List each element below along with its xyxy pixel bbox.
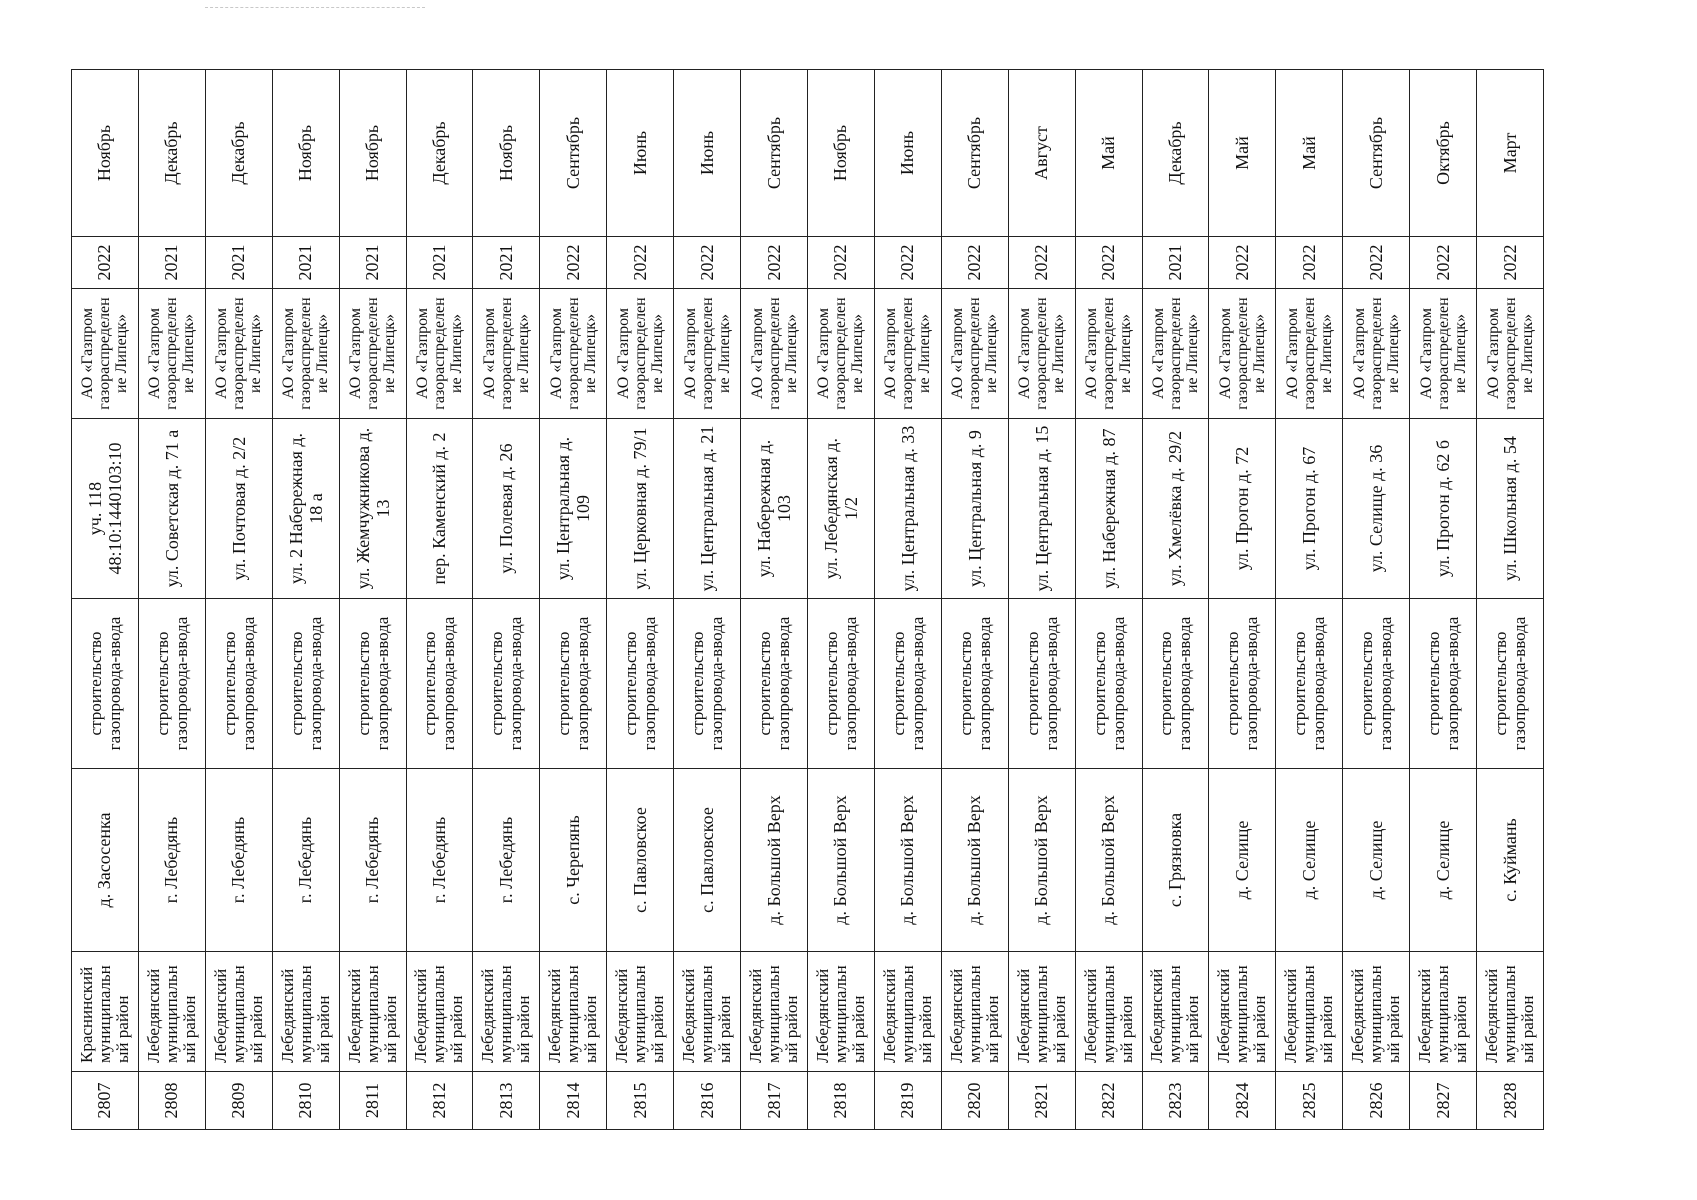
address-cell: ул. Центральная д. 9 [941, 419, 1008, 599]
organization-cell: АО «Газпром газораспределение Липецк» [1343, 289, 1410, 419]
month-cell: Сентябрь [941, 70, 1008, 237]
table-row [540, 70, 607, 1130]
scan-artifact-line [205, 7, 425, 8]
address-cell: ул. Почтовая д. 2/2 [205, 419, 272, 599]
year-cell: 2022 [874, 237, 941, 289]
district-cell: Лебедянский муниципальный район [807, 952, 874, 1072]
district-cell: Лебедянский муниципальный район [1209, 952, 1276, 1072]
table-row [1142, 70, 1209, 1130]
document-page [71, 70, 1544, 1130]
locality-cell: с. Куймань [1477, 769, 1544, 952]
work-type-cell: строительство газопровода-ввода [674, 599, 741, 769]
row-number: 2807 [72, 1072, 139, 1130]
work-type-cell: строительство газопровода-ввода [741, 599, 808, 769]
row-number: 2819 [874, 1072, 941, 1130]
work-type-cell: строительство газопровода-ввода [72, 599, 139, 769]
organization-cell: АО «Газпром газораспределение Липецк» [1410, 289, 1477, 419]
year-cell: 2021 [473, 237, 540, 289]
row-number: 2826 [1343, 1072, 1410, 1130]
district-cell: Лебедянский муниципальный район [406, 952, 473, 1072]
work-type-cell: строительство газопровода-ввода [807, 599, 874, 769]
row-number: 2820 [941, 1072, 1008, 1130]
month-cell: Сентябрь [540, 70, 607, 237]
locality-cell: д. Селище [1209, 769, 1276, 952]
organization-cell: АО «Газпром газораспределение Липецк» [1477, 289, 1544, 419]
month-cell: Июнь [674, 70, 741, 237]
locality-cell: с. Павловское [607, 769, 674, 952]
table-row [941, 70, 1008, 1130]
month-cell: Декабрь [138, 70, 205, 237]
locality-cell: д. Большой Верх [807, 769, 874, 952]
work-type-cell: строительство газопровода-ввода [1276, 599, 1343, 769]
locality-cell: д. Селище [1410, 769, 1477, 952]
address-cell: ул. Центральная д. 33 [874, 419, 941, 599]
row-number: 2825 [1276, 1072, 1343, 1130]
month-cell: Март [1477, 70, 1544, 237]
work-type-cell: строительство газопровода-ввода [138, 599, 205, 769]
month-cell: Август [1008, 70, 1075, 237]
address-cell: ул. Прогон д. 72 [1209, 419, 1276, 599]
table-row [607, 70, 674, 1130]
work-type-cell: строительство газопровода-ввода [339, 599, 406, 769]
row-number: 2827 [1410, 1072, 1477, 1130]
year-cell: 2022 [741, 237, 808, 289]
address-cell: ул. Хмелёвка д. 29/2 [1142, 419, 1209, 599]
row-number: 2815 [607, 1072, 674, 1130]
row-number: 2823 [1142, 1072, 1209, 1130]
district-cell: Лебедянский муниципальный район [741, 952, 808, 1072]
organization-cell: АО «Газпром газораспределение Липецк» [807, 289, 874, 419]
organization-cell: АО «Газпром газораспределение Липецк» [741, 289, 808, 419]
row-number: 2816 [674, 1072, 741, 1130]
year-cell: 2022 [1209, 237, 1276, 289]
month-cell: Октябрь [1410, 70, 1477, 237]
year-cell: 2021 [205, 237, 272, 289]
district-cell: Краснинский муниципальный район [72, 952, 139, 1072]
district-cell: Лебедянский муниципальный район [941, 952, 1008, 1072]
table-row [1343, 70, 1410, 1130]
month-cell: Декабрь [205, 70, 272, 237]
month-cell: Май [1276, 70, 1343, 237]
work-type-cell: строительство газопровода-ввода [272, 599, 339, 769]
organization-cell: АО «Газпром газораспределение Липецк» [1276, 289, 1343, 419]
address-cell: ул. Центральная д. 15 [1008, 419, 1075, 599]
month-cell: Ноябрь [72, 70, 139, 237]
month-cell: Июнь [874, 70, 941, 237]
month-cell: Декабрь [406, 70, 473, 237]
locality-cell: д. Большой Верх [1075, 769, 1142, 952]
table-row [72, 70, 139, 1130]
organization-cell: АО «Газпром газораспределение Липецк» [607, 289, 674, 419]
organization-cell: АО «Газпром газораспределение Липецк» [205, 289, 272, 419]
row-number: 2818 [807, 1072, 874, 1130]
locality-cell: г. Лебедянь [272, 769, 339, 952]
table-row [874, 70, 941, 1130]
district-cell: Лебедянский муниципальный район [205, 952, 272, 1072]
gas-pipeline-table [71, 69, 1544, 1130]
month-cell: Май [1209, 70, 1276, 237]
district-cell: Лебедянский муниципальный район [473, 952, 540, 1072]
year-cell: 2021 [1142, 237, 1209, 289]
address-cell: ул. Прогон д. 62 б [1410, 419, 1477, 599]
year-cell: 2021 [138, 237, 205, 289]
table-row [741, 70, 808, 1130]
address-cell: уч. 118 48:10:1440103:10 [72, 419, 139, 599]
work-type-cell: строительство газопровода-ввода [205, 599, 272, 769]
address-cell: ул. Прогон д. 67 [1276, 419, 1343, 599]
year-cell: 2022 [1075, 237, 1142, 289]
organization-cell: АО «Газпром газораспределение Липецк» [540, 289, 607, 419]
year-cell: 2022 [607, 237, 674, 289]
row-number: 2822 [1075, 1072, 1142, 1130]
district-cell: Лебедянский муниципальный район [138, 952, 205, 1072]
table-row [406, 70, 473, 1130]
locality-cell: д. Селище [1276, 769, 1343, 952]
organization-cell: АО «Газпром газораспределение Липецк» [874, 289, 941, 419]
locality-cell: д. Большой Верх [741, 769, 808, 952]
table-row [272, 70, 339, 1130]
organization-cell: АО «Газпром газораспределение Липецк» [272, 289, 339, 419]
work-type-cell: строительство газопровода-ввода [473, 599, 540, 769]
table-row [1276, 70, 1343, 1130]
organization-cell: АО «Газпром газораспределение Липецк» [941, 289, 1008, 419]
locality-cell: с. Черепянь [540, 769, 607, 952]
locality-cell: д. Большой Верх [941, 769, 1008, 952]
locality-cell: д. Засосенка [72, 769, 139, 952]
row-number: 2811 [339, 1072, 406, 1130]
table-row [339, 70, 406, 1130]
address-cell: ул. 2 Набережная д. 18 а [272, 419, 339, 599]
organization-cell: АО «Газпром газораспределение Липецк» [1075, 289, 1142, 419]
address-cell: ул. Школьная д. 54 [1477, 419, 1544, 599]
row-number: 2828 [1477, 1072, 1544, 1130]
locality-cell: г. Лебедянь [138, 769, 205, 952]
year-cell: 2022 [72, 237, 139, 289]
district-cell: Лебедянский муниципальный район [1343, 952, 1410, 1072]
month-cell: Ноябрь [807, 70, 874, 237]
work-type-cell: строительство газопровода-ввода [1075, 599, 1142, 769]
district-cell: Лебедянский муниципальный район [1008, 952, 1075, 1072]
address-cell: ул. Полевая д. 26 [473, 419, 540, 599]
table-row [1075, 70, 1142, 1130]
district-cell: Лебедянский муниципальный район [1075, 952, 1142, 1072]
year-cell: 2022 [1343, 237, 1410, 289]
year-cell: 2022 [540, 237, 607, 289]
locality-cell: г. Лебедянь [339, 769, 406, 952]
work-type-cell: строительство газопровода-ввода [1477, 599, 1544, 769]
row-number: 2808 [138, 1072, 205, 1130]
locality-cell: д. Большой Верх [1008, 769, 1075, 952]
locality-cell: д. Большой Верх [874, 769, 941, 952]
locality-cell: с. Грязновка [1142, 769, 1209, 952]
organization-cell: АО «Газпром газораспределение Липецк» [339, 289, 406, 419]
district-cell: Лебедянский муниципальный район [1410, 952, 1477, 1072]
month-cell: Ноябрь [473, 70, 540, 237]
row-number: 2812 [406, 1072, 473, 1130]
district-cell: Лебедянский муниципальный район [607, 952, 674, 1072]
month-cell: Ноябрь [272, 70, 339, 237]
table-row [1008, 70, 1075, 1130]
organization-cell: АО «Газпром газораспределение Липецк» [674, 289, 741, 419]
month-cell: Ноябрь [339, 70, 406, 237]
row-number: 2813 [473, 1072, 540, 1130]
year-cell: 2021 [272, 237, 339, 289]
year-cell: 2022 [941, 237, 1008, 289]
district-cell: Лебедянский муниципальный район [874, 952, 941, 1072]
year-cell: 2021 [406, 237, 473, 289]
table-row [205, 70, 272, 1130]
table-row [473, 70, 540, 1130]
month-cell: Май [1075, 70, 1142, 237]
district-cell: Лебедянский муниципальный район [339, 952, 406, 1072]
month-cell: Сентябрь [741, 70, 808, 237]
address-cell: ул. Церковная д. 79/1 [607, 419, 674, 599]
work-type-cell: строительство газопровода-ввода [1209, 599, 1276, 769]
table-row [807, 70, 874, 1130]
table-row [1209, 70, 1276, 1130]
year-cell: 2022 [807, 237, 874, 289]
district-cell: Лебедянский муниципальный район [540, 952, 607, 1072]
table-row [138, 70, 205, 1130]
row-number: 2821 [1008, 1072, 1075, 1130]
year-cell: 2022 [1410, 237, 1477, 289]
work-type-cell: строительство газопровода-ввода [1410, 599, 1477, 769]
year-cell: 2021 [339, 237, 406, 289]
row-number: 2810 [272, 1072, 339, 1130]
month-cell: Июнь [607, 70, 674, 237]
work-type-cell: строительство газопровода-ввода [874, 599, 941, 769]
locality-cell: г. Лебедянь [473, 769, 540, 952]
district-cell: Лебедянский муниципальный район [1477, 952, 1544, 1072]
table-row [1410, 70, 1477, 1130]
month-cell: Декабрь [1142, 70, 1209, 237]
organization-cell: АО «Газпром газораспределение Липецк» [406, 289, 473, 419]
organization-cell: АО «Газпром газораспределение Липецк» [1209, 289, 1276, 419]
district-cell: Лебедянский муниципальный район [674, 952, 741, 1072]
year-cell: 2022 [1276, 237, 1343, 289]
work-type-cell: строительство газопровода-ввода [540, 599, 607, 769]
row-number: 2809 [205, 1072, 272, 1130]
organization-cell: АО «Газпром газораспределение Липецк» [1008, 289, 1075, 419]
district-cell: Лебедянский муниципальный район [1142, 952, 1209, 1072]
rotated-table-container [71, 70, 1544, 1130]
locality-cell: д. Селище [1343, 769, 1410, 952]
table-body [72, 70, 1544, 1130]
work-type-cell: строительство газопровода-ввода [1142, 599, 1209, 769]
year-cell: 2022 [674, 237, 741, 289]
organization-cell: АО «Газпром газораспределение Липецк» [1142, 289, 1209, 419]
row-number: 2817 [741, 1072, 808, 1130]
address-cell: ул. Жемчужникова д. 13 [339, 419, 406, 599]
organization-cell: АО «Газпром газораспределение Липецк» [473, 289, 540, 419]
work-type-cell: строительство газопровода-ввода [1343, 599, 1410, 769]
address-cell: ул. Лебедянская д. 1/2 [807, 419, 874, 599]
locality-cell: с. Павловское [674, 769, 741, 952]
organization-cell: АО «Газпром газораспределение Липецк» [72, 289, 139, 419]
work-type-cell: строительство газопровода-ввода [941, 599, 1008, 769]
table-row [1477, 70, 1544, 1130]
work-type-cell: строительство газопровода-ввода [1008, 599, 1075, 769]
address-cell: ул. Набережная д. 103 [741, 419, 808, 599]
address-cell: ул. Центральная д. 21 [674, 419, 741, 599]
row-number: 2824 [1209, 1072, 1276, 1130]
year-cell: 2022 [1477, 237, 1544, 289]
district-cell: Лебедянский муниципальный район [272, 952, 339, 1072]
table-row [674, 70, 741, 1130]
address-cell: ул. Селище д. 36 [1343, 419, 1410, 599]
organization-cell: АО «Газпром газораспределение Липецк» [138, 289, 205, 419]
address-cell: ул. Советская д. 71 а [138, 419, 205, 599]
row-number: 2814 [540, 1072, 607, 1130]
work-type-cell: строительство газопровода-ввода [607, 599, 674, 769]
locality-cell: г. Лебедянь [406, 769, 473, 952]
district-cell: Лебедянский муниципальный район [1276, 952, 1343, 1072]
address-cell: ул. Набережная д. 87 [1075, 419, 1142, 599]
address-cell: ул. Центральная д. 109 [540, 419, 607, 599]
work-type-cell: строительство газопровода-ввода [406, 599, 473, 769]
locality-cell: г. Лебедянь [205, 769, 272, 952]
address-cell: пер. Каменский д. 2 [406, 419, 473, 599]
month-cell: Сентябрь [1343, 70, 1410, 237]
year-cell: 2022 [1008, 237, 1075, 289]
